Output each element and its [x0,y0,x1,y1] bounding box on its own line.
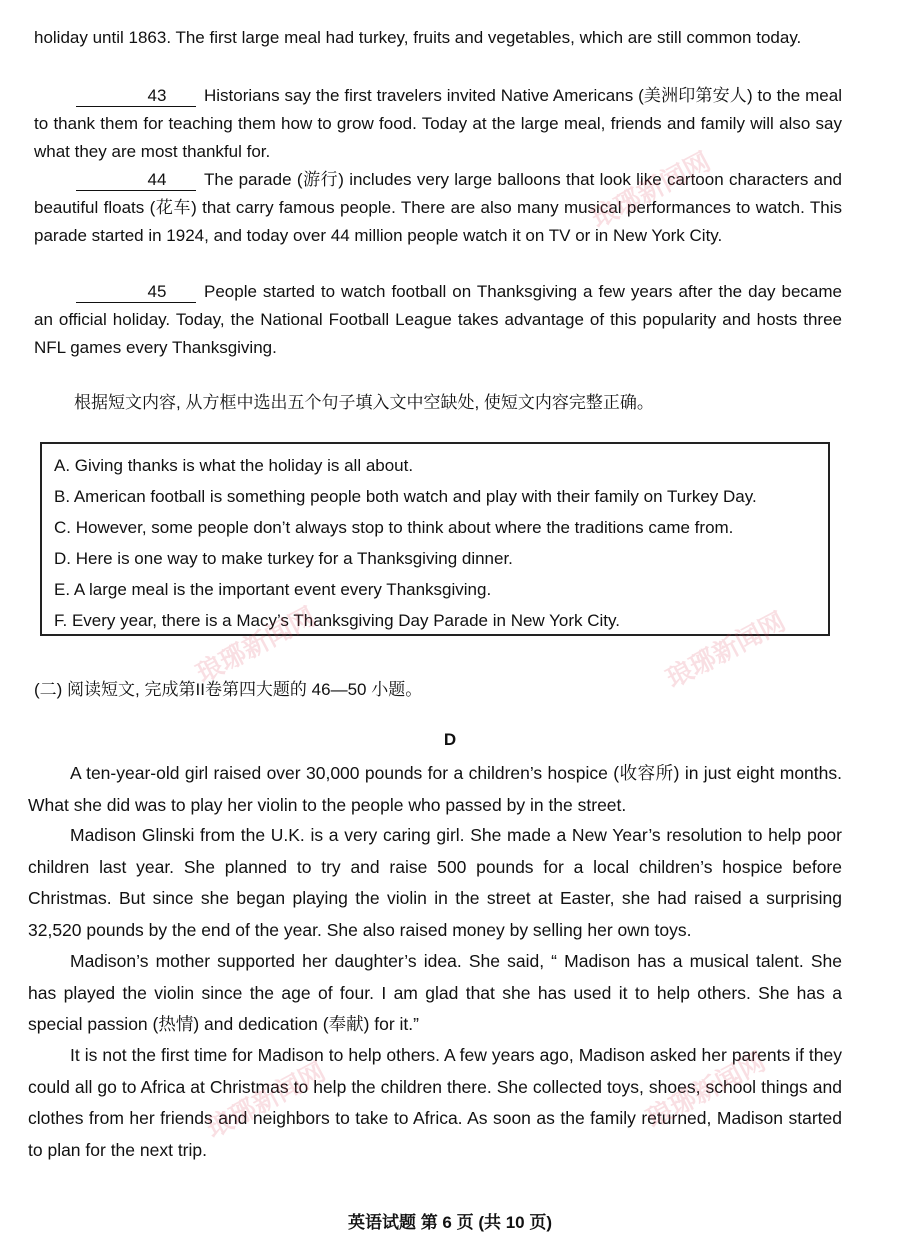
watermark: 琅琊新闻网 [641,1046,771,1135]
watermark: 琅琊新闻网 [191,601,321,690]
instruction: 根据短文内容, 从方框中选出五个句子填入文中空缺处, 使短文内容完整正确。 [74,393,654,412]
watermark: 琅琊新闻网 [201,1056,331,1145]
question-44-text: The parade (游行) includes very large balloons that look like cartoon characters and beautiful floats (花车) that carry famous people. There are also many musical performances to watch. This parade started in 1924, and today over 44 million people watch it on TV or in New York City. [34,170,842,245]
blank-45: 45 [76,282,196,303]
option-b: B. American football is something people both watch and play with their family on Turkey Day. [54,487,757,506]
option-a: A. Giving thanks is what the holiday is all about. [54,456,414,475]
passage-paragraph-3: Madison’s mother supported her daughter’s idea. She said, “ Madison has a musical talent. She has played the violin since the age of four. I am glad that she has used it to help others. She has a special passion (热情) and dedication (奉献) for it.” [28,951,842,1034]
options-box [40,442,830,636]
option-c: C. However, some people don’t always stop to think about where the traditions came from. [54,518,734,537]
option-f: F. Every year, there is a Macy’s Thanksgiving Day Parade in New York City. [54,611,620,630]
passage-letter: D [443,730,457,749]
section-heading: (二) 阅读短文, 完成第II卷第四大题的 46—50 小题。 [34,680,423,699]
page-footer: 英语试题 第 6 页 (共 10 页) [347,1213,553,1232]
question-45-text: People started to watch football on Thanksgiving a few years after the day became an official holiday. Today, the National Football League takes advantage of this popularity and hosts three NFL games every Thanksgiving. [34,282,842,357]
option-d: D. Here is one way to make turkey for a Thanksgiving dinner. [54,549,513,568]
top-paragraph: holiday until 1863. The first large meal had turkey, fruits and vegetables, which are still common today. [34,28,802,47]
watermark: 琅琊新闻网 [661,606,791,695]
watermark: 琅琊新闻网 [586,146,716,235]
question-44 [34,166,842,250]
passage-paragraph-4: It is not the first time for Madison to help others. A few years ago, Madison asked her parents if they could all go to Africa at Christmas to help the children there. She collected toys, shoes, school things and clothes from her friends and neighbors to take to Africa. As soon as the family returned, Madison started to plan for the next trip. [28,1045,842,1160]
question-43-text: Historians say the first travelers invited Native Americans (美洲印第安人) to the meal to thank them for teaching them how to grow food. Today at the large meal, friends and family will also say what they are most thankful for. [34,86,842,161]
blank-43: 43 [76,86,196,107]
question-43 [34,82,842,166]
option-e: E. A large meal is the important event every Thanksgiving. [54,580,492,599]
blank-44: 44 [76,170,196,191]
question-45 [34,278,842,362]
passage-paragraph-2: Madison Glinski from the U.K. is a very caring girl. She made a New Year’s resolution to help poor children last year. She planned to try and raise 500 pounds for a local children’s hospice before Christmas. But since she began playing the violin in the street at Easter, she had raised a surprising 32,520 pounds by the end of the year. She also raised money by selling her own toys. [28,825,842,940]
passage-paragraph-1: A ten-year-old girl raised over 30,000 pounds for a children’s hospice (收容所) in just eight months. What she did was to play her violin to the people who passed by in the street. [28,763,842,815]
